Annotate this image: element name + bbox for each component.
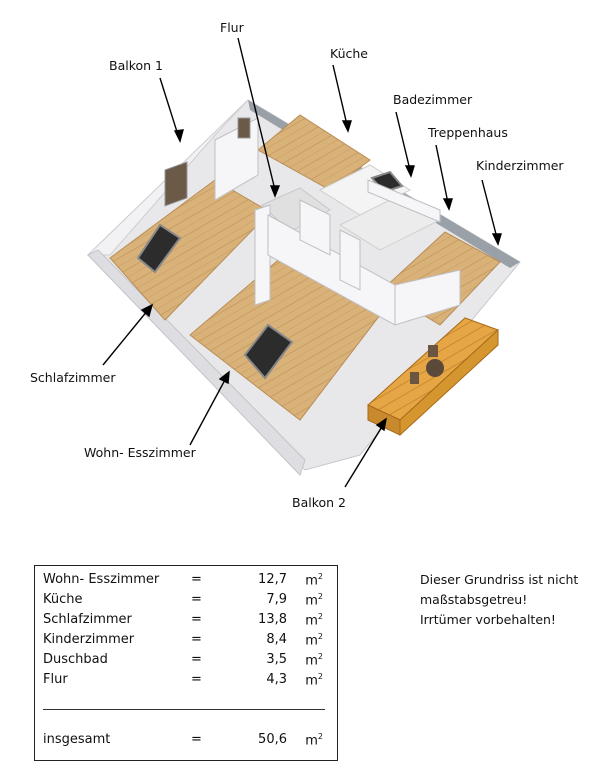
leader-balkon1 — [160, 78, 178, 135]
area-unit: $m^2$ — [305, 632, 323, 649]
label-treppenhaus: Treppenhaus — [428, 125, 508, 140]
area-eq: = — [191, 632, 202, 647]
label-schlafzimmer: Schlafzimmer — [30, 370, 116, 385]
area-unit: $m^2$ — [305, 612, 323, 629]
arrowhead-kinderzimmer — [493, 234, 501, 244]
area-unit: $m^2$ — [305, 652, 323, 669]
label-kueche: Küche — [330, 46, 368, 61]
area-name: Duschbad — [43, 652, 108, 667]
leader-wohnzimmer — [190, 378, 226, 445]
label-balkon1: Balkon 1 — [109, 58, 163, 73]
leader-schlafzimmer — [103, 310, 148, 365]
window-balkon1 — [165, 162, 187, 206]
area-name: Küche — [43, 592, 83, 607]
total-value: 50,6 — [258, 732, 287, 747]
balkon-chair-2 — [410, 372, 419, 384]
disclaimer-note — [420, 570, 578, 630]
total-unit: $m^2$ — [305, 732, 323, 749]
area-row — [43, 592, 333, 612]
area-unit: $m^2$ — [305, 572, 323, 589]
leader-treppenhaus — [436, 145, 448, 203]
balkon-chair-1 — [428, 345, 438, 357]
leader-kinderzimmer — [482, 180, 497, 238]
area-name: Schlafzimmer — [43, 612, 132, 627]
balkon-table — [426, 359, 444, 377]
window-kueche — [238, 118, 250, 138]
area-row — [43, 572, 333, 592]
area-value: 7,9 — [266, 592, 287, 607]
arrowhead-kueche — [343, 121, 351, 131]
arrowhead-treppenhaus — [444, 199, 452, 209]
label-wohn-esszimmer: Wohn- Esszimmer — [84, 445, 196, 460]
area-row — [43, 632, 333, 652]
table-divider — [43, 709, 325, 710]
area-name: Flur — [43, 672, 68, 687]
area-eq: = — [191, 672, 202, 687]
area-row — [43, 672, 333, 692]
area-name: Wohn- Esszimmer — [43, 572, 160, 587]
area-value: 13,8 — [258, 612, 287, 627]
area-name: Kinderzimmer — [43, 632, 135, 647]
note-line: Dieser Grundriss ist nicht — [420, 572, 579, 587]
area-eq: = — [191, 652, 202, 667]
area-value: 3,5 — [266, 652, 287, 667]
total-eq: = — [191, 732, 202, 747]
wall-5 — [340, 230, 360, 290]
total-row — [43, 732, 333, 752]
area-unit: $m^2$ — [305, 672, 323, 689]
area-row — [43, 612, 333, 632]
label-flur: Flur — [220, 20, 244, 35]
total-name: insgesamt — [43, 732, 111, 747]
area-unit: $m^2$ — [305, 592, 323, 609]
arrowhead-balkon1 — [175, 130, 183, 141]
leader-kueche — [333, 65, 347, 125]
arrowhead-badezimmer — [406, 166, 414, 176]
area-eq: = — [191, 612, 202, 627]
leader-badezimmer — [396, 112, 410, 170]
area-eq: = — [191, 572, 202, 587]
area-row — [43, 652, 333, 672]
label-kinderzimmer: Kinderzimmer — [476, 158, 564, 173]
label-badezimmer: Badezimmer — [393, 92, 473, 107]
area-value: 4,3 — [266, 672, 287, 687]
label-balkon2: Balkon 2 — [292, 495, 346, 510]
area-table — [34, 565, 338, 761]
area-value: 8,4 — [266, 632, 287, 647]
note-line: Irrtümer vorbehalten! — [420, 612, 556, 627]
note-line: maßstabsgetreu! — [420, 592, 528, 607]
area-eq: = — [191, 592, 202, 607]
area-value: 12,7 — [258, 572, 287, 587]
